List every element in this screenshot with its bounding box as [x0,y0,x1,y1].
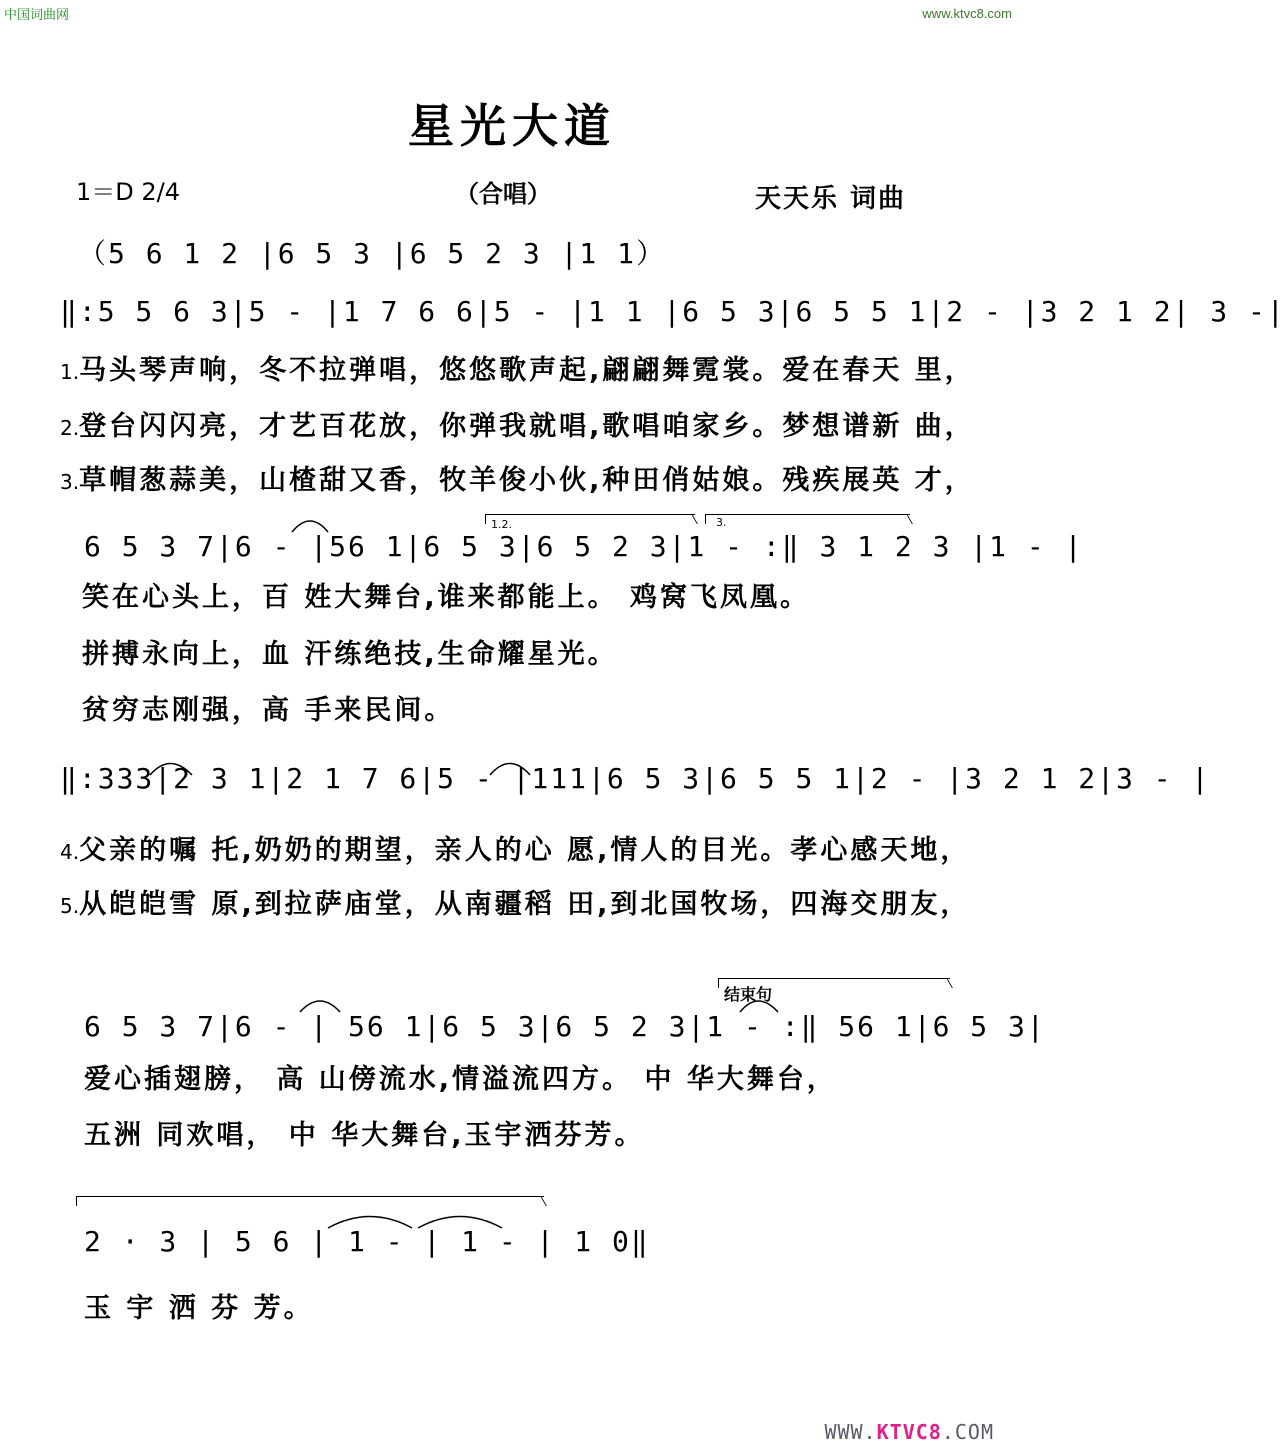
verse-number: 2. [60,416,80,440]
watermark-bottom-brand: KTVC8 [876,1420,942,1444]
lyric-line-1-verse-2 [60,404,975,443]
lyric-line-5: 玉 宇 洒 芬 芳。 [84,1293,314,1324]
lyric-text: 从皑皑雪 原,到拉萨庙堂，从南疆稻 田,到北国牧场，四海交朋友， [79,889,971,920]
song-subtitle: （合唱） [455,180,551,208]
verse-number: 1. [60,360,80,384]
verse-number: 5. [60,894,80,918]
intro-notes: （5 6 1 2 |6 5 3 |6 5 2 3 |1 1） [78,237,667,270]
lyric-line-4-verse-1: 爱心插翅膀， 高 山傍流水,情溢流四方。 中 华大舞台， [84,1064,837,1095]
volta-bracket-1 [485,514,695,515]
notes-line-4: 6 5 3 7|6 - | 56 1|6 5 3|6 5 2 3|1 - :‖ 56 1|6 5 3| [84,1010,1046,1043]
lyric-text: 父亲的嘱 托,奶奶的期望，亲人的心 愿,情人的目光。孝心感天地， [79,835,971,866]
notes-line-3: ‖:333|2 3 1|2 1 7 6|5 - |111|6 5 3|6 5 5 1|2 - |3 2 1 2|3 - | [60,762,1211,795]
volta-bracket-2 [705,514,910,515]
lyric-line-1-verse-3 [60,458,975,497]
lyric-text: 马头琴声响，冬不拉弹唱，悠悠歌声起,翩翩舞霓裳。爱在春天 里， [79,355,975,386]
lyric-line-3-verse-5 [60,882,970,921]
volta-label-2: 3. [716,516,727,529]
lyric-text: 登台闪闪亮，才艺百花放，你弹我就唱,歌唱咱家乡。梦想谱新 曲， [79,411,975,442]
song-title: 星光大道 [408,99,616,153]
lyric-line-2-verse-1: 笑在心头上，百 姓大舞台,谁来都能上。 鸡窝飞凤凰。 [82,582,811,613]
watermark-top-right[interactable]: www.ktvc8.com [922,6,1012,21]
notes-line-2: 6 5 3 7|6 - |56 1|6 5 3|6 5 2 3|1 - :‖ 3 1 2 3 |1 - | [84,530,1084,563]
lyric-line-3-verse-4 [60,828,970,867]
ending-bracket [718,978,950,979]
watermark-bottom[interactable] [824,1420,994,1444]
verse-number: 4. [60,840,80,864]
lyric-line-4-verse-2: 五洲 同欢唱， 中 华大舞台,玉宇洒芬芳。 [84,1120,645,1151]
watermark-bottom-prefix: WWW. [824,1420,877,1444]
watermark-top-left[interactable]: 中国词曲网 [4,8,70,23]
ending-label: 结束句 [724,985,773,1004]
notes-line-5: 2 · 3 | 5 6 | 1 - | 1 - | 1 0‖ [84,1225,650,1258]
lyric-line-2-verse-3: 贫穷志刚强，高 手来民间。 [82,695,455,726]
lyric-line-2-verse-2: 拼搏永向上，血 汗练绝技,生命耀星光。 [82,639,618,670]
key-signature: 1＝D 2/4 [76,178,181,206]
lyric-line-1-verse-1 [60,348,975,387]
notes-line-1: ‖:5 5 6 3|5 - |1 7 6 6|5 - |1 1 |6 5 3|6 5 5 1|2 - |3 2 1 2| 3 -| [60,295,1286,328]
lyric-text: 草帽葱蒜美，山楂甜又香，牧羊俊小伙,种田俏姑娘。残疾展英 才， [79,465,975,496]
verse-number: 3. [60,470,80,494]
song-author: 天天乐 词曲 [755,184,907,214]
volta-label-1: 1.2. [491,518,512,531]
watermark-bottom-suffix: .COM [941,1420,994,1444]
final-bracket [76,1196,544,1197]
